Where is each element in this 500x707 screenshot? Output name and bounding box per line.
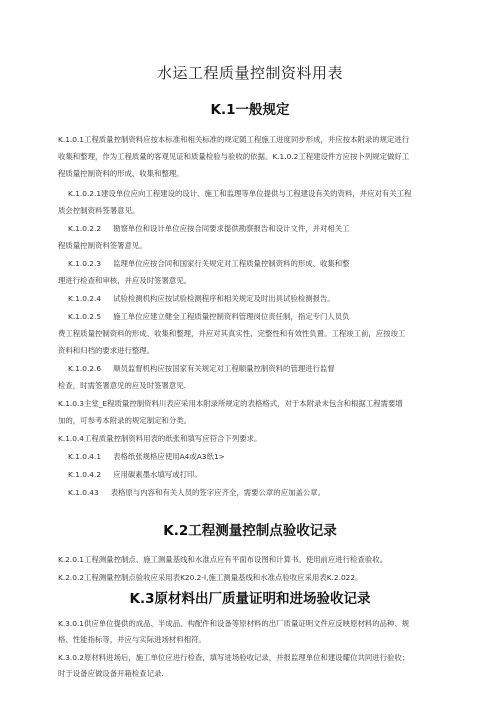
clause-text: 表格纸张规格应使用A4或A3纸1> [113, 452, 225, 461]
paragraph-line: K.1.0.4工程质量控制资料用表的纸张和填写应符合下列要求。 [58, 434, 262, 443]
paragraph-line: 程质量控制资料的形成、收集和整理。 [58, 169, 184, 178]
clause-text: 施工单位应建立健全工程质量控制资料管理岗位责任制，指定专门人员负 [113, 312, 350, 321]
paragraph-line: K.2.0.2工程测量控制点验收应采用表K20.2-l,施工测量基线和水准点验收应采用表K.2.022。 [58, 573, 363, 582]
clause-line [68, 449, 225, 464]
paragraph-line: K.3.0.1供应单位提供的成品、半成品、构配件和设备等原材料的出厂质量证明文件应反映原材料的品种、规 [58, 619, 410, 628]
paragraph-line: 格、性能指标等，并应与实际进场材料相符。 [58, 635, 206, 644]
clause-text: 顺员监督机构应按国家有关规定对工程顺量控制资料的管理进行监督 [113, 364, 335, 373]
paragraph-line: 检查，时需签署意见的应及时签署意见. [58, 381, 186, 390]
clause-code: K.1.0.4.1 [68, 452, 102, 461]
section-heading-k2: K.2工程测量控制点验收记录 [163, 523, 337, 539]
paragraph-line: 程质量控制资料签署意见。 [58, 241, 147, 250]
clause-line [68, 309, 350, 324]
clause-line [68, 485, 325, 500]
paragraph-line: K.1.0.3主堂_E程质量控制资料川表应采用本附录所规定的表格格式，对于本附录未包含和根据工程需要增 [58, 399, 403, 408]
paragraph-line: 加的，可参考本附录的规定制定和分类。 [58, 416, 192, 425]
clause-line [68, 467, 202, 482]
section-heading-k1: K.1一般规定 [210, 102, 290, 118]
clause-text: 勘察单位和设计单位应按合同要求提供勘察报告和设计文件，并对相关工 [113, 224, 350, 233]
paragraph-line: 时于设备应做设备开箱检查记录. [58, 669, 164, 678]
paragraph-line: K.3.0.2原材料进场后，施工单位应进行检查，填写进场验收记录，并报监理单位和建设耀位共同进行验收； [58, 653, 410, 662]
clause-text: 应用碳素墨水填写或打印。 [113, 470, 202, 479]
paragraph-line: 费工程质量控制资料的形成、收集和整理，并应对其真实性、完整性和有效性负置。工程竣工前，应按竣工 [58, 329, 406, 338]
clause-code: K.1.0.2.5 [68, 312, 102, 321]
paragraph-line: 资料和归档的要求进行整理。 [58, 346, 155, 355]
clause-line [68, 291, 335, 306]
clause-line [68, 361, 335, 376]
paragraph-line: K.2.0.1工程测量控制点、施工测量基线和水准点应有平面布设图和计算书。使用前应进行检查验收。 [58, 555, 388, 564]
section-heading-k3: K.3原材料出厂质量证明和进场验收记录 [129, 591, 371, 607]
clause-line [68, 221, 350, 236]
paragraph-line: 质会控制资料签署意见。 [58, 206, 140, 215]
clause-code: K.1.0.2.4 [68, 294, 102, 303]
clause-code: K.1.0.4.2 [68, 470, 102, 479]
clause-code: K.1.0.2.6 [68, 364, 102, 373]
clause-text: 表格原与内容和有关人员的签字应齐全，需要公章的应加盖公章。 [110, 488, 326, 497]
clause-code: K.1.0.2.3 [68, 259, 102, 268]
paragraph-line: K.1.0.1工程质量控制资料应按本标准和相关标准的规定随工程施工进度同步形成，并应按本附录的规定进行 [58, 135, 410, 144]
clause-code: K.1.0.43 [68, 488, 99, 497]
clause-line [68, 256, 350, 271]
clause-text: 监理单位应按合同和国家行关规定对工程质量控制资料的形成、收集和整 [113, 259, 350, 268]
clause-code: K.1.0.2.2 [68, 224, 102, 233]
clause-text: 试验检测机构应按试验检测程序和相关规定及时出具试验检测报告。 [113, 294, 335, 303]
paragraph-line: 理进行检查和审核，并应及时签署意见。 [58, 276, 192, 285]
paragraph-line: K.1.0.2.1建设单位应向工程建设的设计、施工和监理等单位提供与工程建设有关的资料，并应对有关工程 [68, 189, 412, 198]
document-title: 水运工程质量控制资料用表 [156, 64, 343, 82]
paragraph-line: 收集和整理，作为工程质量的客观见证和质量检验与验收的依据。K.1.0.2工程建设件方应按卜列规定做好工 [58, 152, 410, 161]
